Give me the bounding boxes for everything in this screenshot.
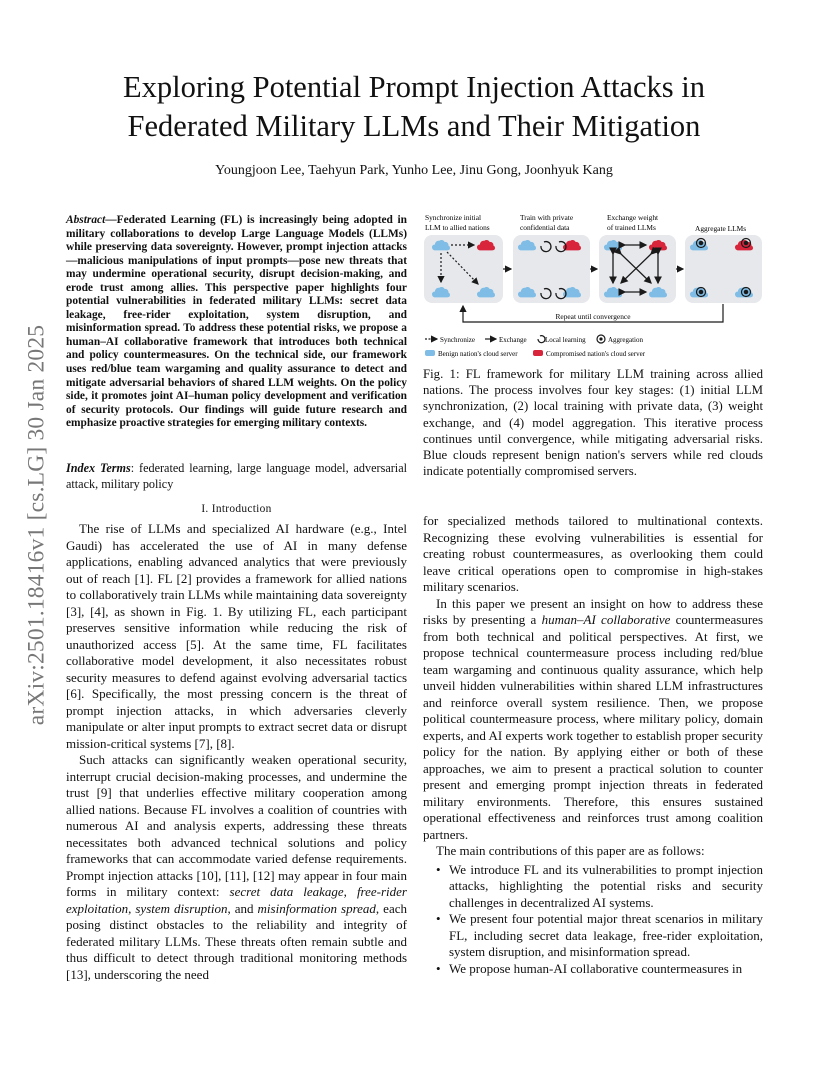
repeat-label: Repeat until convergence xyxy=(555,312,631,321)
threat-secret-leakage: secret data leakage xyxy=(229,884,344,899)
section-heading: I. Introduction xyxy=(201,503,272,515)
abstract-label: Abstract xyxy=(66,214,106,226)
legend-compromised: Compromised nation's cloud server xyxy=(546,350,646,358)
arxiv-identifier xyxy=(22,290,52,760)
local-learning-legend-icon xyxy=(538,336,545,343)
index-terms xyxy=(66,461,407,492)
index-terms-text: : federated learning, large language model, adversarial attack, military policy xyxy=(66,461,407,491)
threat-system-disruption: system disruption xyxy=(135,900,228,916)
fl-framework-diagram xyxy=(423,208,763,363)
stage4-label: Aggregate LLMs xyxy=(695,224,747,233)
list-item: • We propose human-AI collaborative countermeasures in xyxy=(423,961,763,978)
contributions-list xyxy=(423,862,763,978)
legend-aggregation: Aggregation xyxy=(608,336,643,344)
stage3-label-line1: Exchange weight xyxy=(607,213,659,222)
stage1-label-line2: LLM to allied nations xyxy=(425,223,490,232)
legend-benign: Benign nation's cloud server xyxy=(438,350,518,358)
figure-1 xyxy=(423,208,763,363)
intro-paragraph-1: The rise of LLMs and specialized AI hardware (e.g., Intel Gaudi) has accelerated the use of AI in many defense applications, enabling advanced analytics that were previously out of reach [1]. FL [2] provides a framework for allied nations to collaboratively train LLMs while maintaining data sovereignty [3], [4], as shown in Fig. 1. By utilizing FL, each participant preserves sensitive information while reducing the risk of unauthorized access [5]. At the same time, FL facilitates collaborative model development, it also necessitates robust security measures to defend against evolving adversarial tactics [6]. Specifically, the most pressing concern is the threat of prompt injection attacks, in which adversaries cleverly manipulate or alter input prompts to extract secret data or disrupt mission-critical systems [7], [8]. xyxy=(66,521,407,751)
stage1-label-line1: Synchronize initial xyxy=(425,213,482,222)
paper-title: Exploring Potential Prompt Injection Attacks in Federated Military LLMs and Their Mitigation xyxy=(123,70,705,143)
threat-free-rider: free-rider exploitation xyxy=(66,884,407,916)
intro-paragraph-2-continued: for specialized methods tailored to multinational contexts. Recognizing these evolving vulnerabilities is essential for creating robust countermeasures, as overlooking them could leave critical operations open to compromise in high-stakes military scenarios. xyxy=(423,513,763,594)
list-item: • We introduce FL and its vulnerabilities to prompt injection attacks, highlighting the potential risks and security challenges in decentralized AI systems. xyxy=(423,862,763,912)
list-item: • We present four potential major threat scenarios in military FL, including secret data leakage, free-rider exploitation, system disruption, and misinformation spread. xyxy=(423,911,763,961)
index-terms-label: Index Terms xyxy=(66,461,131,475)
legend-sync: Synchronize xyxy=(440,336,475,344)
intro-paragraph-3: In this paper we present an insight on how to address these risks by presenting a human–AI collaborative countermeasures from both technical and political perspectives. At first, we propose technical countermeasure process including red/blue team wargaming and continuous quality assurance, which help unveil hidden vulnerabilities within shared LLM infrastructures and reinforce overall system resilience. Then, we propose political countermeasure process, where military policy, domain experts, and AI experts work together to establish proper security policy for the nation. By applying either or both of these approaches, we aim to present a practical solution to counter present and emerging prompt injection threats in federated military environments. Therefore, this ensures sustained operational effectiveness and reinforces trust among coalition partners. xyxy=(423,595,764,842)
figure-caption: Fig. 1: FL framework for military LLM training across allied nations. The process involves four key stages: (1) initial LLM synchronization, (2) local training with private data, (3) weight exchange, and (4) model aggregation. This iterative process continues until convergence, while mitigating adversarial risks. Blue clouds represent benign nation's servers while red clouds indicate potentially compromised servers. xyxy=(423,367,763,479)
contributions-intro: The main contributions of this paper are as follows: xyxy=(436,843,705,858)
author-list: Youngjoon Lee, Taehyun Park, Yunho Lee, Jinu Gong, Joonhyuk Kang xyxy=(215,163,613,178)
human-ai-collaborative-term: human–AI collaborative xyxy=(541,612,671,627)
compromised-legend-swatch xyxy=(533,350,543,356)
legend-local: Local learning xyxy=(545,336,586,344)
arxiv-id-text: arXiv:2501.18416v1 [cs.LG] 30 Jan 2025 xyxy=(23,324,50,726)
threat-misinformation: misinformation spread xyxy=(257,900,376,916)
abstract xyxy=(66,214,407,431)
legend-exchange: Exchange xyxy=(499,336,527,344)
abstract-text: —Federated Learning (FL) is increasingly being adopted in military collaborations to develop Large Language Models (LLMs) while preserving data sovereignty. However, prompt injection attacks—malicious manipulations of input prompts—pose new threats that may undermine operational security, disrupt decision-making, and erode trust among allies. This perspective paper highlights four potential vulnerabilities in federated military LLMs: secret data leakage, free-rider exploitation, system disruption, and misinformation spread. To address these potential risks, we propose a human–AI collaborative framework that introduces both technical and policy countermeasures. On the technical side, our framework uses red/blue team wargaming and quality assurance to detect and mitigate adversarial behaviors of shared LLM weights. On the policy side, it promotes joint AI–human policy development and verification of security protocols. Our findings will guide future research and emphasize proactive strategies for emerging military contexts. xyxy=(66,214,407,430)
stage2-label-line2: confidential data xyxy=(520,223,570,232)
benign-legend-swatch xyxy=(425,350,435,356)
intro-right-column xyxy=(423,513,763,977)
stage3-label-line2: of trained LLMs xyxy=(607,223,656,232)
intro-left-column xyxy=(66,521,407,983)
intro-paragraph-2: Such attacks can significantly weaken operational security, interrupt crucial decision-making processes, and undermine the trust [9] that underlies effective military cooperation among allied nations. Because FL involves a coalition of countries with numerous AI and analysis experts, addressing these threats necessitates both advanced technical solutions and policy frameworks that can accommodate varied defense requirements. Prompt injection attacks [10], [11], [12] may appear in four main forms in military context: secret data leakage, free-rider exploitation, system disruption, and misinformation spread, each posing distinct obstacles to the reliability and integrity of federated military LLMs. These threats often remain subtle and thus difficult to detect through traditional monitoring methods [13], underscoring the need xyxy=(66,752,407,982)
stage2-label-line1: Train with private xyxy=(520,213,574,222)
